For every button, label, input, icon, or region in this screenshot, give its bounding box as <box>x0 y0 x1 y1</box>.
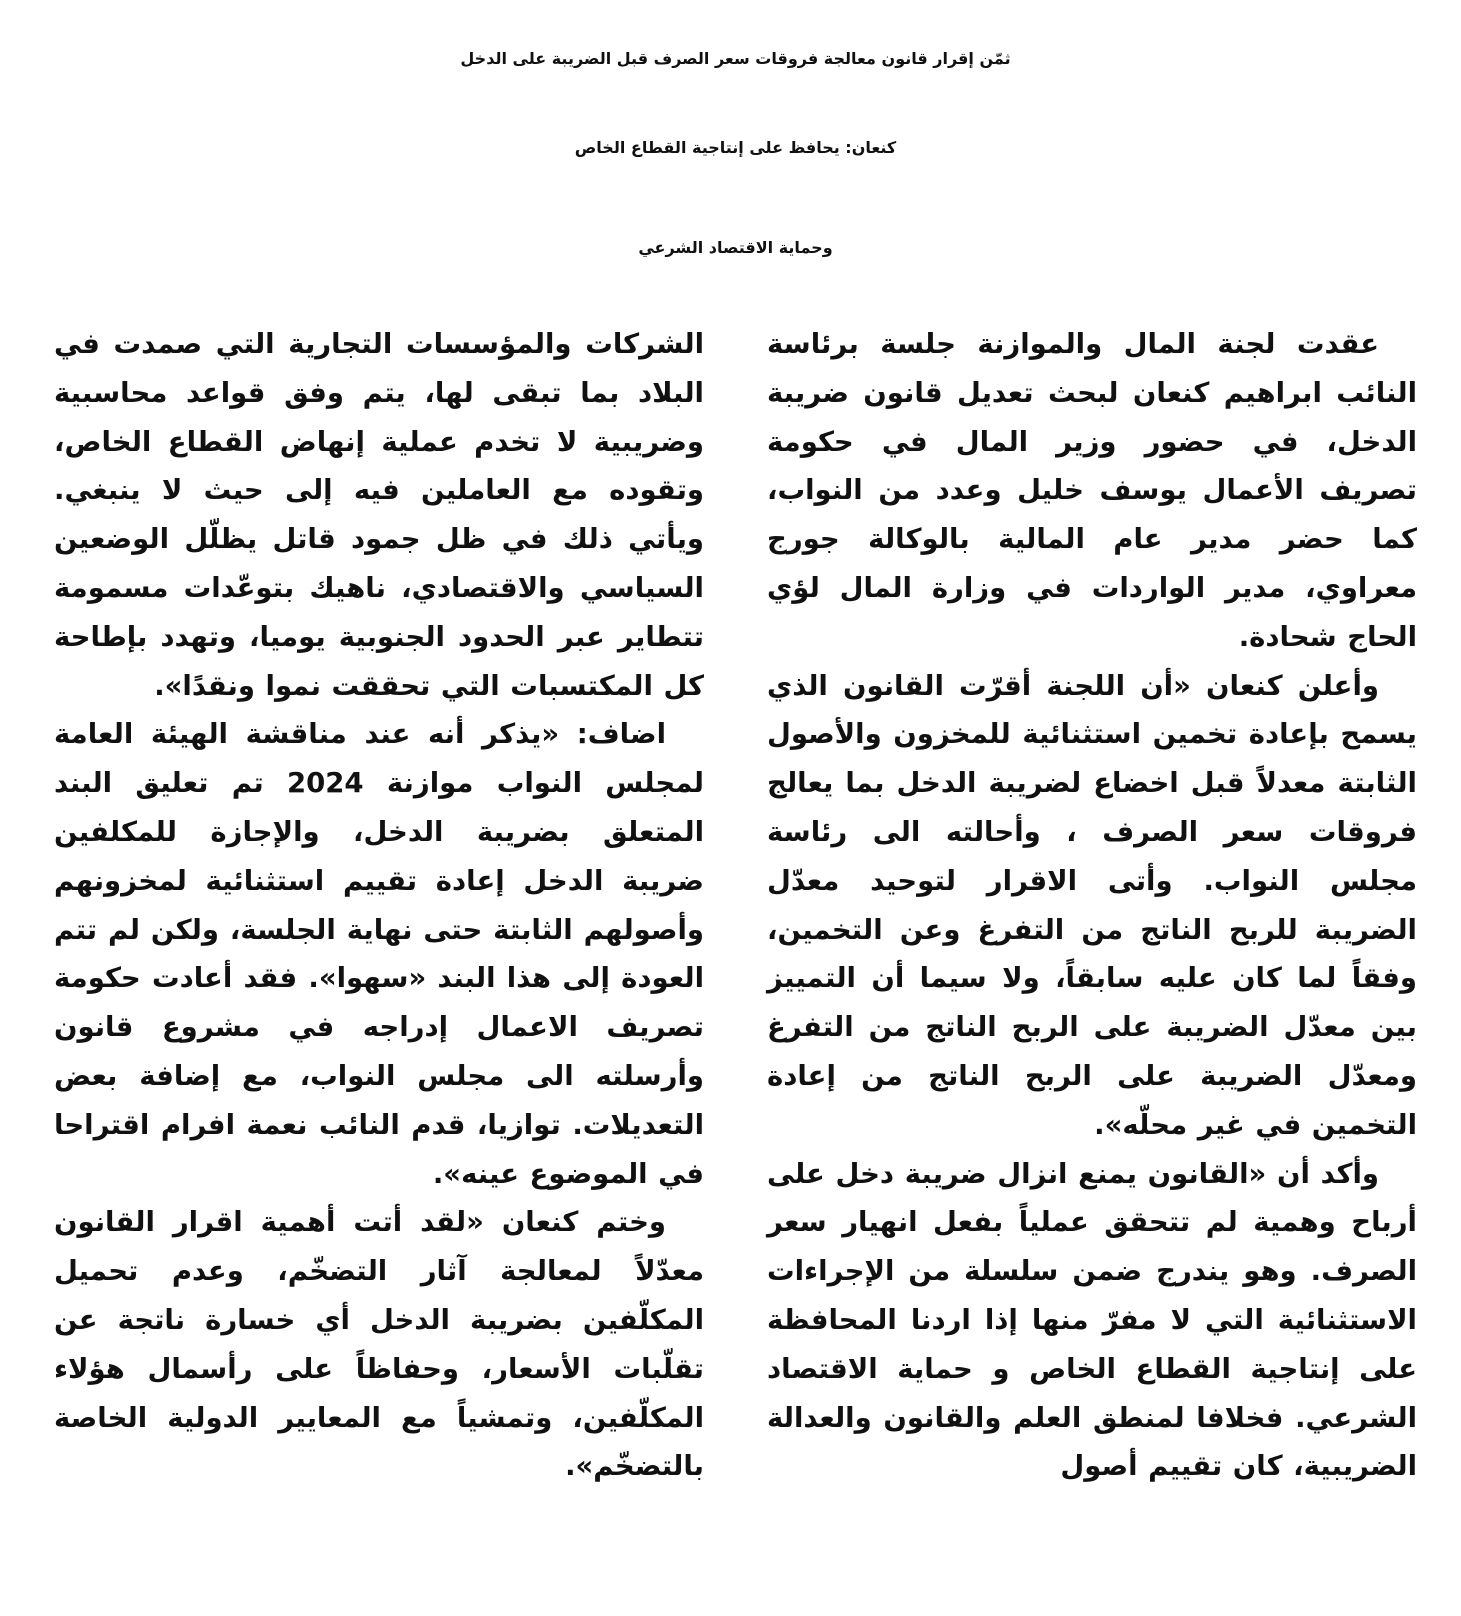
paragraph: وأكد أن «القانون يمنع انزال ضريبة دخل على أرباح وهمية لم تتحقق عملياً بفعل انهيار سعر الصرف. وهو يندرج ضمن سلسلة من الإجراءات الاستثنائية التي لا مفرّ منها إذا اردنا المحافظة على إنتاجية القطاع الخاص و حماية الاقتصاد الشرعي. فخلافا لمنطق العلم والقانون والعدالة الضريبية، كان تقييم أصول <box>767 1157 1417 1483</box>
paragraph: وأعلن كنعان «أن اللجنة أقرّت القانون الذي يسمح بإعادة تخمين استثنائية للمخزون والأصول الثابتة معدلاً قبل اخضاع لضريبة الدخل بما يعالج فروقات سعر الصرف ، وأحالته الى رئاسة مجلس النواب. وأتى الاقرار لتوحيد معدّل الضريبة للربح الناتج من التفرغ وعن التخمين، وفقاً لما كان عليه سابقاً، ولا سيما أن التمييز بين معدّل الضريبة على الربح الناتج من التفرغ ومعدّل الضريبة على الربح الناتج من إعادة التخمين في غير محلّه». <box>767 669 1417 1141</box>
paragraph: الشركات والمؤسسات التجارية التي صمدت في البلاد بما تبقى لها، يتم وفق قواعد محاسبية وضريبية لا تخدم عملية إنهاض القطاع الخاص، وتقوده مع العاملين فيه إلى حيث لا ينبغي. ويأتي ذلك في ظل جمود قاتل يظلّل الوضعين السياسي والاقتصادي، ناهيك بتوعّدات مسمومة تتطاير عبر الحدود الجنوبية يوميا، وتهدد بإطاحة كل المكتسبات التي تحققت نموا ونقدًا». <box>54 328 704 702</box>
paragraph: اضاف: «يذكر أنه عند مناقشة الهيئة العامة لمجلس النواب موازنة 2024 تم تعليق البند المتعلق بضريبة الدخل، والإجازة للمكلفين ضريبة الدخل إعادة تقييم استثنائية لمخزونهم وأصولهم الثابتة حتى نهاية الجلسة، ولكن لم تتم العودة إلى هذا البند «سهوا». فقد أعادت حكومة تصريف الاعمال إدراجه في مشروع قانون وأرسلته الى مجلس النواب، مع إضافة بعض التعديلات. توازيا، قدم النائب نعمة افرام اقتراحا في الموضوع عينه». <box>54 718 704 1190</box>
main-title-line-1: كنعان: يحافظ على إنتاجية القطاع الخاص <box>574 138 897 157</box>
headline-block <box>54 28 1417 298</box>
article-column-right <box>767 320 1417 1600</box>
main-title-line-2: وحماية الاقتصاد الشرعي <box>638 238 833 257</box>
paragraph: وختم كنعان «لقد أتت أهمية اقرار القانون معدّلاً لمعالجة آثار التضخّم، وعدم تحميل المكلّفين بضريبة الدخل أي خسارة ناتجة عن تقلّبات الأسعار، وحفاظاً على رأسمال هؤلاء المكلّفين، وتمشياً مع المعايير الدولية الخاصة بالتضخّم». <box>54 1206 704 1483</box>
article-column-left <box>54 320 704 1600</box>
paragraph: عقدت لجنة المال والموازنة جلسة برئاسة النائب ابراهيم كنعان لبحث تعديل قانون ضريبة الدخل، في حضور وزير المال في حكومة تصريف الأعمال يوسف خليل وعدد من النواب، كما حضر مدير عام المالية بالوكالة جورج معراوي، مدير الواردات في وزارة المال لؤي الحاج شحادة. <box>767 328 1417 653</box>
kicker-headline: ثمّن إقرار قانون معالجة فروقات سعر الصرف قبل الضريبة على الدخل <box>460 49 1011 68</box>
article-body <box>54 320 1417 1600</box>
